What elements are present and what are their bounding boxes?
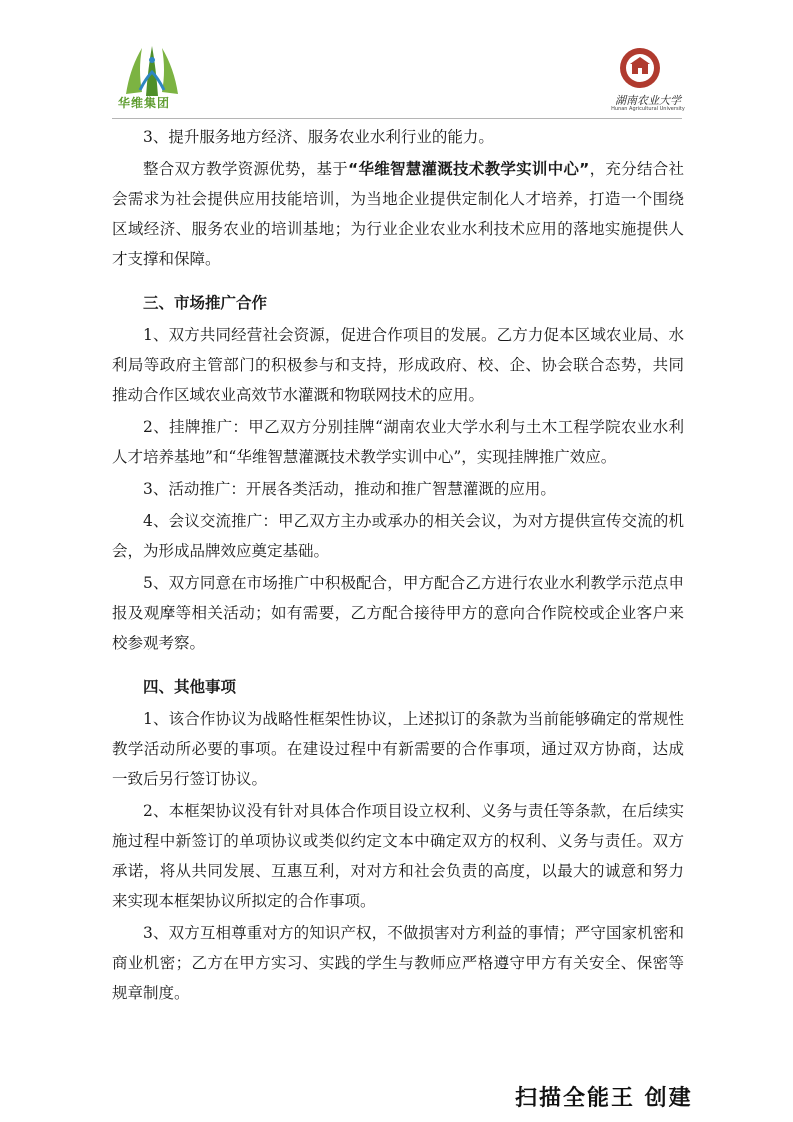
integrate-post: ，充分结合社会需求为社会提供应用技能培训，为当地企业提供定制化人才培养，打造一个围绕区域经济、服务农业的培训基地；为行业企业农业水利技术应用的落地实施提供人才支撑和保障。 [112,160,684,268]
section-4-item-1: 1、该合作协议为战略性框架性协议，上述拟订的条款为当前能够确定的常规性教学活动所必要的事项。在建设过程中有新需要的合作事项，通过双方协商，达成一致后另行签订协议。 [112,710,684,788]
section-4-item-3: 3、双方互相尊重对方的知识产权，不做损害对方利益的事情；严守国家机密和商业机密；乙方在甲方实习、实践的学生与教师应严格遵守甲方有关安全、保密等规章制度。 [112,924,684,1002]
hunan-agricultural-university-english-name: Hunan Agricultural University [611,106,685,112]
item-3-service: 3、提升服务地方经济、服务农业水利行业的能力。 [143,128,494,146]
integrate-center-name: “华维智慧灌溉技术教学实训中心” [347,160,590,178]
section-4-title: 四、其他事项 [143,678,237,696]
agreement-body [112,122,684,1010]
hunan-agricultural-university-seal-icon [618,46,662,90]
integrate-resources-paragraph [112,154,684,274]
page-header [0,0,793,120]
hunan-agricultural-university-name: 湖南农业大学 [615,94,681,107]
huawei-group-logo-text: 华维集团 [118,96,171,110]
scanner-watermark: 扫描全能王 创建 [515,1086,693,1111]
section-3-item-1: 1、双方共同经营社会资源，促进合作项目的发展。乙方力促本区域农业局、水利局等政府主管部门的积极参与和支持，形成政府、校、企、协会联合态势，共同推动合作区域农业高效节水灌溉和物联网技术的应用。 [112,326,684,404]
section-3-item-3: 3、活动推广：开展各类活动，推动和推广智慧灌溉的应用。 [143,480,556,498]
section-3-item-4: 4、会议交流推广：甲乙双方主办或承办的相关会议，为对方提供宣传交流的机会，为形成品牌效应奠定基础。 [112,512,684,560]
integrate-pre: 整合双方教学资源优势，基于 [143,160,348,178]
section-3-title: 三、市场推广合作 [143,294,268,312]
section-3-item-2: 2、挂牌推广：甲乙双方分别挂牌“湖南农业大学水利与土木工程学院农业水利人才培养基地”和“华维智慧灌溉技术教学实训中心”，实现挂牌推广效应。 [112,418,684,466]
header-divider [112,118,682,119]
section-3-item-5: 5、双方同意在市场推广中积极配合，甲方配合乙方进行农业水利教学示范点申报及观摩等相关活动；如有需要，乙方配合接待甲方的意向合作院校或企业客户来校参观考察。 [112,574,684,652]
section-4-item-2: 2、本框架协议没有针对具体合作项目设立权利、义务与责任等条款，在后续实施过程中新签订的单项协议或类似约定文本中确定双方的权利、义务与责任。双方承诺，将从共同发展、互惠互利，对对方和社会负责的高度，以最大的诚意和努力来实现本框架协议所拟定的合作事项。 [112,802,684,910]
